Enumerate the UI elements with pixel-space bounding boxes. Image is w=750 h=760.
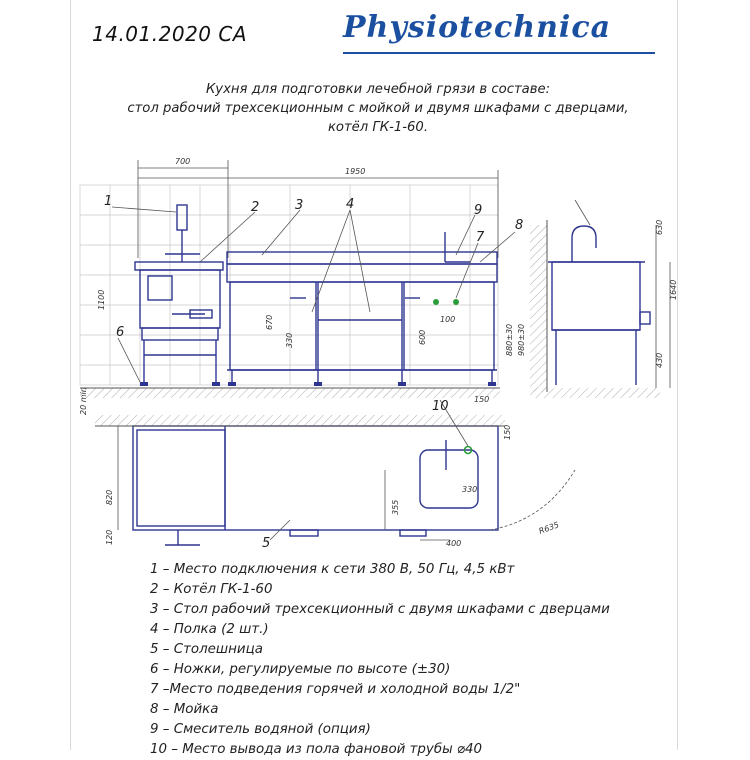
brand-logo: Physiotechnica <box>343 10 612 45</box>
plan-wall-hatch <box>95 415 505 426</box>
legend-item: 7 –Место подведения горячей и холодной воды 1/2" <box>150 682 521 697</box>
title-line: котёл ГК-1-60. <box>327 120 429 135</box>
legend <box>150 560 610 760</box>
legend-item: 10 – Место вывода из пола фановой трубы ⌀40 <box>150 742 483 757</box>
floor-hatch-front <box>80 388 500 398</box>
callout-4: 4 <box>346 197 355 212</box>
date-code: 14.01.2020 CA <box>92 22 248 46</box>
dim-430: 430 <box>655 352 664 368</box>
dim-600: 600 <box>418 329 427 345</box>
title-line: стол рабочий трехсекционным с мойкой и двумя шкафами с дверцами, <box>127 101 629 116</box>
legend-item: 1 – Место подключения к сети 380 В, 50 Гц, 4,5 кВт <box>150 562 515 577</box>
dim-150-top: 150 <box>474 395 490 404</box>
legend-item: 5 – Столешница <box>150 642 263 657</box>
dim-20min: 20 min <box>79 387 88 415</box>
callout-1: 1 <box>104 194 113 209</box>
callout-numbers <box>104 194 523 551</box>
door-swing-arc <box>490 470 575 530</box>
callout-3: 3 <box>295 198 304 213</box>
callout-7: 7 <box>476 230 485 245</box>
dim-355: 355 <box>391 499 400 515</box>
legend-item: 6 – Ножки, регулируемые по высоте (±30) <box>150 662 451 677</box>
callout-9: 9 <box>474 203 483 218</box>
dimension-labels <box>79 157 678 548</box>
dim-1950: 1950 <box>345 167 366 176</box>
dim-630: 630 <box>655 219 664 235</box>
legend-item: 4 – Полка (2 шт.) <box>150 622 269 637</box>
dim-980: 980±30 <box>517 323 526 356</box>
work-table-front <box>227 232 497 385</box>
dim-330: 330 <box>285 332 294 348</box>
dim-r635: R635 <box>537 520 561 536</box>
dim-400: 400 <box>446 539 462 548</box>
plan-view <box>133 426 498 545</box>
wall-tile-grid <box>80 185 498 385</box>
legend-item: 3 – Стол рабочий трехсекционный с двумя шкафами с дверцами <box>150 602 610 617</box>
dim-150-right: 150 <box>503 424 512 440</box>
callout-5: 5 <box>262 536 271 551</box>
dim-880: 880±30 <box>505 323 514 356</box>
dim-100: 100 <box>440 315 456 324</box>
side-wall-hatch <box>530 225 547 392</box>
callout-6: 6 <box>116 325 125 340</box>
callout-2: 2 <box>251 200 260 215</box>
dim-670: 670 <box>265 314 274 330</box>
title-line: Кухня для подготовки лечебной грязи в составе: <box>205 82 551 97</box>
dim-820: 820 <box>105 489 114 505</box>
dim-700: 700 <box>175 157 191 166</box>
legend-item: 9 – Смеситель водяной (опция) <box>150 722 371 737</box>
callout-10: 10 <box>432 399 449 414</box>
legend-item: 8 – Мойка <box>150 702 219 717</box>
water-point-cold <box>453 299 459 305</box>
leg-feet <box>140 382 496 386</box>
side-view <box>548 226 650 385</box>
legend-item: 2 – Котёл ГК-1-60 <box>150 582 273 597</box>
boiler-front <box>135 205 223 385</box>
dim-1640: 1640 <box>669 279 678 300</box>
callout-8: 8 <box>515 218 524 233</box>
water-point-hot <box>433 299 439 305</box>
side-floor-hatch <box>530 388 660 398</box>
dim-120: 120 <box>105 529 114 545</box>
dim-1100: 1100 <box>97 289 106 310</box>
dim-330-plan: 330 <box>462 485 478 494</box>
